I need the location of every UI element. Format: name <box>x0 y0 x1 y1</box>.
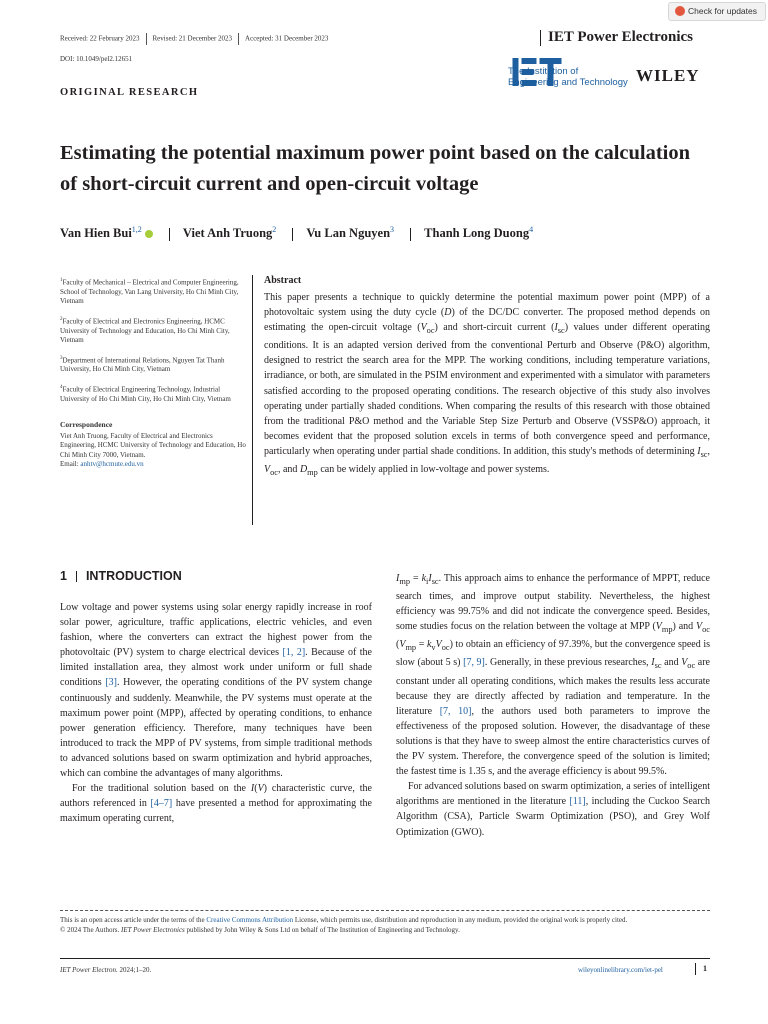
accepted-date: Accepted: 31 December 2023 <box>245 34 329 43</box>
reference-link[interactable]: [7, 9] <box>463 657 485 669</box>
wiley-logo: WILEY <box>636 66 700 85</box>
doi[interactable]: DOI: 10.1049/pel2.12651 <box>60 55 133 63</box>
abstract-text: This paper presents a technique to quickly determine the potential maximum power point (MPP) of a photovoltaic system using the duty cycle (D) of the DC/DC converter. The proposed method depends on estimating the open-circuit voltage $(V_{oc})$ and short-circuit current $(I_{sc})$ values under different operating conditions. It is an adapted version derived from the conventional Perturb and Observe (P&O) algorithm, designed to restrict the search area for the MPP. The working conditions, including temperature variations, irradiance, or both, are simulated in the PSIM environment and experimented with a simulator with parameters satisfied according to the proposed operating conditions. The research objective of this study also involves operating under partially shaded conditions. When comparing the results of this research with those obtained from the traditional P&O method and the Variable Step Size Perturb and Observe (VSSP&O) approach, it becomes evident that the proposed solution excels in terms of both convergence speed and performance, particularly when operating under partial shade conditions. In addition, this study's methods of determining $I_{sc}$, $V_{oc}$, and $D_{mp}$ can be widely applied in low-voltage and power systems. <box>264 292 710 478</box>
paragraph: For the traditional solution based on the I(V) characteristic curve, the authors referenced in [4–7] have presented a method for approximating the maximum operating current, <box>60 783 372 825</box>
article-dates <box>60 33 480 45</box>
affiliation: $^3$Department of International Relations, Nguyen Tat Thanh University, Ho Chi Minh City, Vietnam <box>60 355 225 374</box>
footer-separator <box>695 963 696 975</box>
body-right-column <box>396 571 710 840</box>
section-heading: 1 INTRODUCTION <box>60 569 182 583</box>
abstract-rule <box>252 275 253 525</box>
crossmark-icon <box>675 6 685 16</box>
reference-link[interactable]: [3] <box>105 677 117 689</box>
author-name[interactable]: Thanh Long Duong <box>424 226 530 241</box>
reference-link[interactable]: [7, 10] <box>439 705 472 717</box>
author-list: Van Hien Bui$^{1,2}$ Viet Anh Truong$^2$ Vu Lan Nguyen$^3$ Thanh Long Duong$^4$ <box>60 225 534 241</box>
correspondence-heading: Correspondence <box>60 420 113 430</box>
article-type: ORIGINAL RESEARCH <box>60 87 199 98</box>
check-for-updates-button[interactable]: Check for updates <box>668 2 766 21</box>
author-name[interactable]: Van Hien Bui <box>60 226 132 241</box>
creative-commons-link[interactable]: Creative Commons Attribution <box>206 916 294 924</box>
paragraph: $I_{mp} = k_iI_{sc}$. This approach aims to enhance the performance of MPPT, reduce search times, and improve output stability. Nevertheless, the highest efficiency was 99.75% and did not indicate the convergence speed. Besides, some studies focus on the relation between the voltage at MPP $(V_{mp})$ and $V_{oc}$ $(V_{mp} = k_vV_{oc})$ to obtain an efficiency of 97.39%, but the convergence speed is slow (about 5 s) [7, 9]. Generally, in these previous researches, $I_{sc}$ and $V_{oc}$ are constant under all operating conditions, which makes the results less accurate because they are directly affected by radiation and temperature. In the literature [7, 10], the authors used both parameters to improve the effectiveness of the proposed solution. However, the disadvantage of these solutions is that they have to sweep almost the entire characteristics curves of the PV system. Therefore, the convergence speed of the solution is limited; the fastest time is 1.35 s, and the average efficiency is about 99.5%. <box>396 573 710 778</box>
affiliation: $^4$Faculty of Electrical Engineering Technology, Industrial University of Ho Chi Minh City, Ho Chi Minh City, Vietnam <box>60 384 231 403</box>
iet-logo-text: The Institution of Engineering and Technology <box>508 66 628 88</box>
copyright: © 2024 The Authors. IET Power Electronics published by John Wiley & Sons Ltd on behalf of The Institution of Engineering and Technology. <box>60 925 460 934</box>
journal-name: IET Power Electronics <box>548 29 693 45</box>
journal-url-link[interactable]: wileyonlinelibrary.com/iet-pel <box>578 966 663 974</box>
article-title: Estimating the potential maximum power point based on the calculation of short-circuit current and open-circuit voltage <box>60 142 691 195</box>
reference-link[interactable]: [4–7] <box>150 798 173 810</box>
paragraph: For advanced solutions based on swarm optimization, a series of intelligent algorithms are mentioned in the literature [11], including the Cuckoo Search Algorithm (CSA), Particle Swarm Optimization (PSO), and Grey Wolf Optimization (GWO). <box>396 781 710 838</box>
footer-divider <box>60 958 710 959</box>
journal-divider <box>540 30 541 46</box>
reference-link[interactable]: [1, 2] <box>282 647 306 659</box>
orcid-icon[interactable] <box>145 230 153 238</box>
page-number: 1 <box>703 964 707 973</box>
author-name[interactable]: Viet Anh Truong <box>182 226 273 241</box>
author-name[interactable]: Vu Lan Nguyen <box>306 226 391 241</box>
license-text: This is an open access article under the terms of the Creative Commons Attribution License, which permits use, distribution and reproduction in any medium, provided the original work is properly cited. © 2024 The Authors. IET Power Electronics published by John Wiley & Sons Ltd on behalf of The Institution of Engineering and Technology. <box>60 916 710 935</box>
revised-date: Revised: 21 December 2023 <box>152 34 233 43</box>
reference-link[interactable]: [11] <box>569 796 586 808</box>
affiliation: $^1$Faculty of Mechanical – Electrical and Computer Engineering, School of Technology, Van Lang University, Ho Chi Minh City, Vietnam <box>60 278 239 306</box>
correspondence-email-link[interactable]: anhtv@hcmute.edu.vn <box>80 460 144 469</box>
affiliations <box>60 276 248 470</box>
paragraph: Low voltage and power systems using solar energy rapidly increase in roof solar power, agriculture, traffic applications, electric vehicles, and even fashion, where the converters can extract the highest power from the photovoltaic (PV) system to charge electrical devices [1, 2]. Because of the limited installation area, they almost work under uniform or full shade conditions [3]. However, the operating conditions of the PV system change continuously and suddenly. Meanwhile, the PV systems must operate at the maximum power point (MPP), affected by operating conditions, to enhance power generation efficiency. Therefore, many techniques have been introduced to track the MPP of PV systems, from simple traditional methods to advanced solutions based on swarm optimization and hybrid approaches, which can combine the advantages of many algorithms. <box>60 602 373 780</box>
footnote-divider <box>60 910 710 911</box>
affiliation: $^2$Faculty of Electrical and Electronics Engineering, HCMC University of Technology and Education, Ho Chi Minh City, Vietnam <box>60 316 230 345</box>
citation: IET Power Electron. 2024;1–20. <box>60 966 152 974</box>
abstract-heading: Abstract <box>264 275 302 286</box>
correspondence-text: Viet Anh Truong, Faculty of Electrical and Electronics Engineering, HCMC University of Technology and Education, Ho Chi Minh City 7000, Vietnam. Email: anhtv@hcmute.edu.vn <box>60 431 246 469</box>
body-left-column <box>60 600 372 826</box>
received-date: Received: 22 February 2023 <box>60 34 140 43</box>
